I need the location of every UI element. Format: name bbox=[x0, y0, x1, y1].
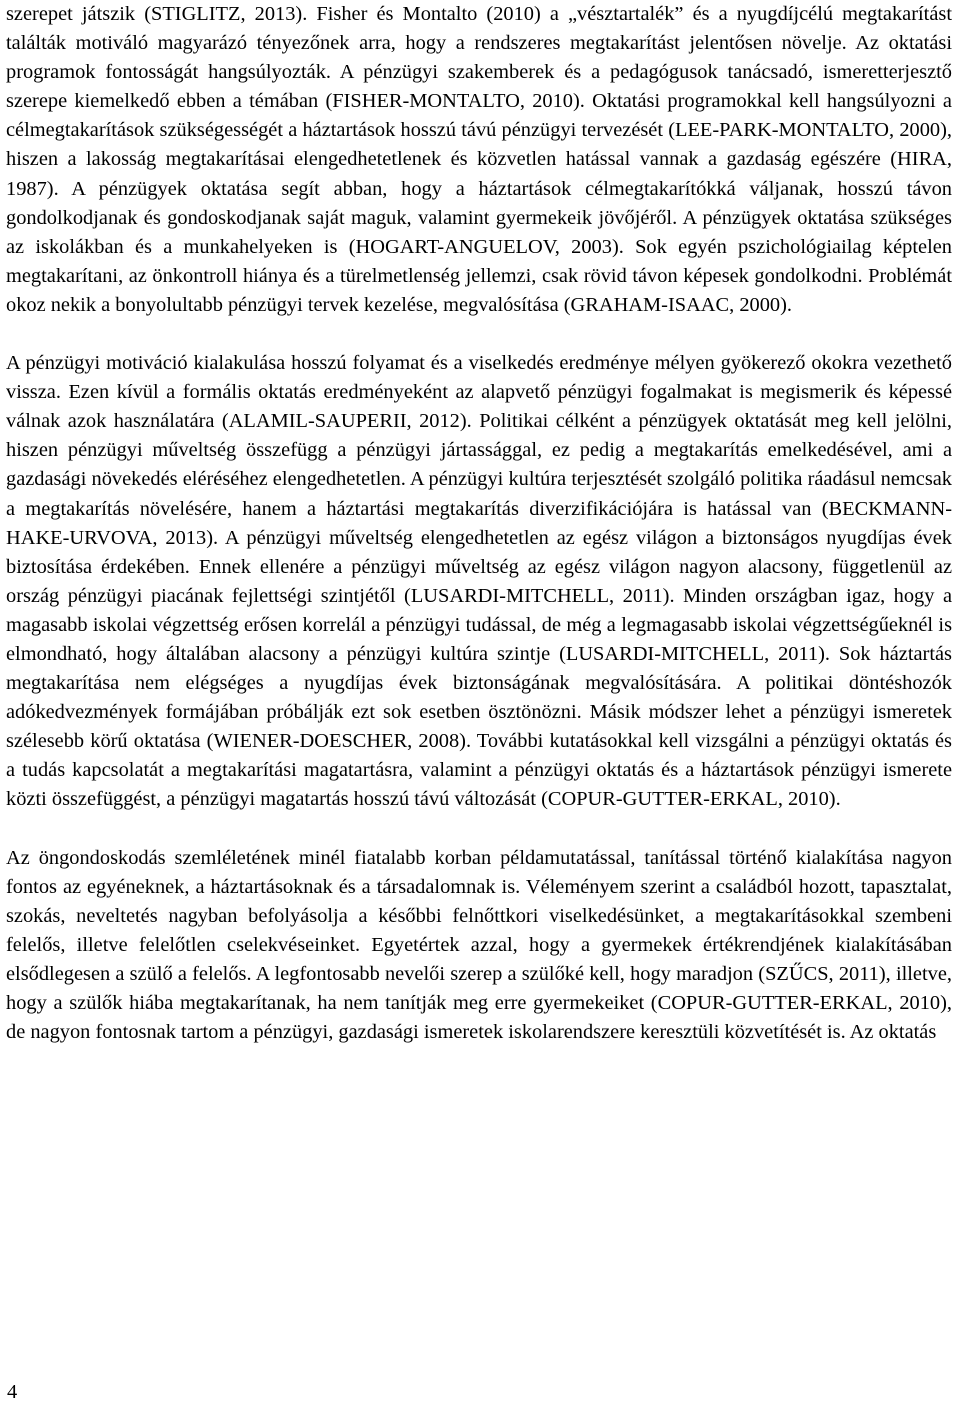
paragraph-3: Az öngondoskodás szemléletének minél fiatalabb korban példamutatással, tanítással történő kialakítása nagyon fontos az egyéneknek, a háztartásoknak és a társadalomnak is. Véleményem szerint a családból hozott, tapasztalat, szokás, neveltetés nagyban befolyásolja a későbbi felnőttkori viselkedésünket, a megtakarításokkal szembeni felelős, illetve felelőtlen cselekvéseinket. Egyetértek azzal, hogy a gyermekek értékrendjének kialakításában elsődlegesen a szülő a felelős. A legfontosabb nevelői szerep a szülőké kell, hogy maradjon (SZŰCS, 2011), illetve, hogy a szülők hiába megtakarítanak, ha nem tanítják meg erre gyermekeiket (COPUR-GUTTER-ERKAL, 2010), de nagyon fontosnak tartom a pénzügyi, gazdasági ismeretek iskolarendszere keresztüli közvetítését is. Az oktatás bbox=[6, 846, 952, 1044]
paragraph-1: szerepet játszik (STIGLITZ, 2013). Fisher és Montalto (2010) a „vésztartalék” és a nyugdíjcélú megtakarítást találták motiváló magyarázó tényezőnek arra, hogy a rendszeres megtakarítást jelentősen növelje. Az oktatási programok fontosságát hangsúlyozták. A pénzügyi szakemberek és a pedagógusok tanácsadó, ismeretterjesztő szerepe kiemelkedő ebben a témában (FISHER-MONTALTO, 2010). Oktatási programokkal kell hangsúlyozni a célmegtakarítások szükségességét a háztartások hosszú távú pénzügyi tervezését (LEE-PARK-MONTALTO, 2000), hiszen a lakosság megtakarításai elengedhetetlenek és közvetlen hatással vannak a gazdaság egészére (HIRA, 1987). A pénzügyek oktatása segít abban, hogy a háztartások célmegtakarítókká váljanak, hosszú távon gondolkodjanak és gondoskodjanak saját maguk, valamint gyermekeik jövőjéről. A pénzügyek oktatása szükséges az iskolákban és a munkahelyeken is (HOGART-ANGUELOV, 2003). Sok egyén pszichológiailag képtelen megtakarítani, az önkontroll hiánya és a türelmetlenség jellemzi, csak rövid távon képesek gondolkodni. Problémát okoz nekik a bonyolultabb pénzügyi tervek kezelése, megvalósítása (GRAHAM-ISAAC, 2000). bbox=[6, 3, 952, 316]
page-number: 4 bbox=[7, 1381, 18, 1403]
paragraph-2: A pénzügyi motiváció kialakulása hosszú folyamat és a viselkedés eredménye mélyen gyökerező okokra vezethető vissza. Ezen kívül a formális oktatás eredményeként az alapvető pénzügyi fogalmakat is megismerik és képessé válnak azok használatára (ALAMIL-SAUPERII, 2012). Politikai célként a pénzügyek oktatását meg kell jelölni, hiszen pénzügyi műveltség összefügg a pénzügyi jártassággal, ez pedig a megtakarítás emelkedésével, ami a gazdasági növekedés eléréséhez elengedhetetlen. A pénzügyi kultúra terjesztését szolgáló politika ráadásul nemcsak a megtakarítás növelésére, hanem a háztartási megtakarítás diverzifikációjára is hatással van (BECKMANN-HAKE-URVOVA, 2013). A pénzügyi műveltség elengedhetetlen az egész világon a biztonságos nyugdíjas évek biztosítása érdekében. Ennek ellenére a pénzügyi műveltség az egész világon nagyon alacsony, függetlenül az ország pénzügyi piacának fejlettségi szintjétől (LUSARDI-MITCHELL, 2011). Minden országban igaz, hogy a magasabb iskolai végzettség erősen korrelál a pénzügyi tudással, de még a legmagasabb iskolai végzettségűeknél is elmondható, hogy általában alacsony a pénzügyi kultúra szintje (LUSARDI-MITCHELL, 2011). Sok háztartás megtakarítása nem elégséges a nyugdíjas évek biztonságának megvalósítására. A politikai döntéshozók adókedvezmények formájában próbálják ezt sok esetben ösztönözni. Másik módszer lehet a pénzügyi ismeretek szélesebb körű oktatása (WIENER-DOESCHER, 2008). További kutatásokkal kell vizsgálni a pénzügyi oktatás és a tudás kapcsolatát a megtakarítási magatartásra, valamint a pénzügyi oktatás és a háztartások pénzügyi ismerete közti összefüggést, a pénzügyi magatartás hosszú távú változását (COPUR-GUTTER-ERKAL, 2010). bbox=[6, 352, 952, 811]
document-page bbox=[6, 0, 952, 1047]
